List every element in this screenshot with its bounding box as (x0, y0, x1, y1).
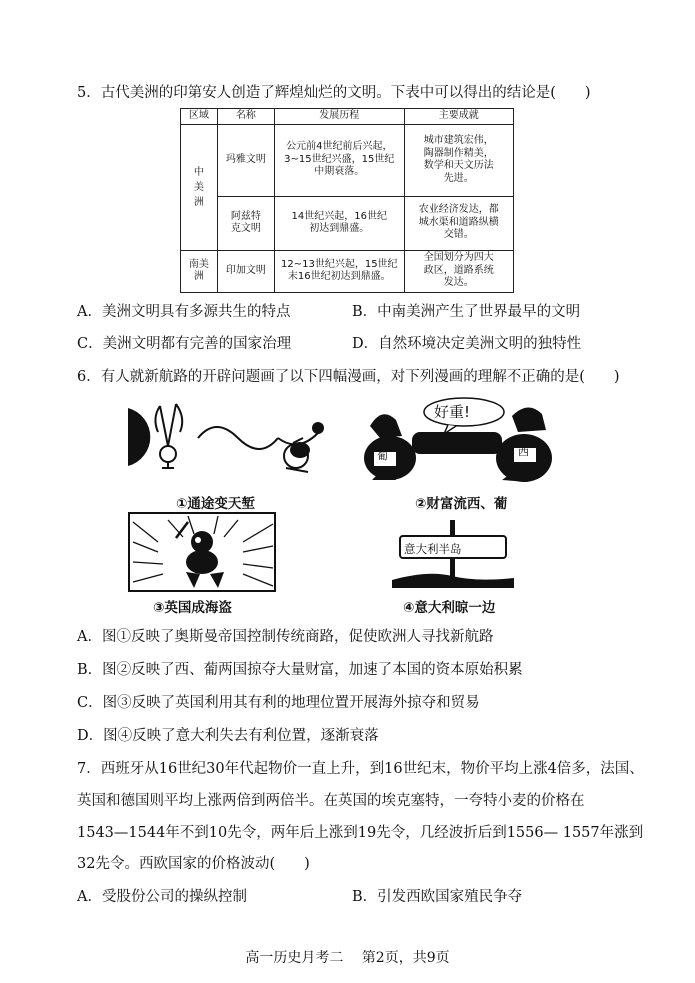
q7-option-a[interactable]: A．受股份公司的操纵控制 (77, 889, 247, 905)
q6-option-b[interactable]: B．图②反映了西、葡两国掠夺大量财富，加速了本国的资本原始积累 (77, 662, 523, 678)
table-cell-achievement: 城市建筑宏伟，陶器制作精美，数学和天文历法先进。 (404, 124, 513, 196)
comic-2-bag-label-right: 西 (518, 445, 529, 458)
table-row (181, 196, 514, 250)
table-row (181, 124, 514, 196)
q6-option-a[interactable]: A．图①反映了奥斯曼帝国控制传统商路，促使欧洲人寻找新航路 (77, 629, 494, 645)
table-cell-history: 公元前4世纪前后兴起，3~15世纪兴盛，15世纪中期衰落。 (275, 124, 405, 196)
comic-4-sign-text: 意大利半岛 (404, 542, 462, 556)
q7-stem-line-3: 1543—1544年不到10先令，两年后上涨到19先令，几经波折后到1556— 1557年涨到 (77, 825, 644, 841)
table-cell-history: 12~13世纪兴起，15世纪末16世纪初达到鼎盛。 (275, 250, 405, 292)
q5-option-a[interactable]: A．美洲文明具有多源共生的特点 (77, 304, 291, 320)
q7-stem-line-2: 英国和德国则平均上涨两倍到两倍半。在英国的埃克塞特，一夸特小麦的价格在 (77, 793, 585, 809)
q5-stem: 5．古代美洲的印第安人创造了辉煌灿烂的文明。下表中可以得出的结论是( ) (77, 85, 591, 101)
q7-option-b[interactable]: B．引发西欧国家殖民争夺 (352, 889, 523, 905)
table-cell-name: 印加文明 (217, 250, 274, 292)
table-row (181, 250, 514, 292)
comic-2-speech-bubble: 好重! (434, 403, 471, 421)
comic-2-caption: ②财富流西、葡 (415, 496, 508, 512)
table-header: 名称 (217, 109, 274, 125)
q7-stem-line-4: 32先令。西欧国家的价格波动( ) (77, 856, 310, 872)
q7-stem-line-1: 7．西班牙从16世纪30年代起物价一直上升，到16世纪末，物价平均上涨4倍多，法国、 (77, 761, 644, 777)
comic-1-caption: ①通途变天堑 (176, 496, 255, 512)
table-cell-name: 阿兹特克文明 (217, 196, 274, 250)
comic-3-caption: ③英国成海盗 (153, 600, 232, 616)
q5-option-b[interactable]: B．中南美洲产生了世界最早的文明 (352, 304, 581, 320)
table-header: 发展历程 (275, 109, 405, 125)
q6-stem: 6．有人就新航路的开辟问题画了以下四幅漫画，对下列漫画的理解不正确的是( ) (77, 369, 620, 385)
q6-option-d[interactable]: D．图④反映了意大利失去有利位置，逐渐衰落 (77, 728, 379, 744)
comic-4-caption: ④意大利晾一边 (403, 600, 496, 616)
comic-1-image (128, 398, 328, 486)
table-cell-region: 南美洲 (181, 250, 218, 292)
table-cell-history: 14世纪兴起，16世纪初达到鼎盛。 (275, 196, 405, 250)
q5-table (180, 108, 514, 293)
q5-option-c[interactable]: C．美洲文明都有完善的国家治理 (77, 336, 292, 352)
q6-option-c[interactable]: C．图③反映了英国利用其有利的地理位置开展海外掠夺和贸易 (77, 695, 480, 711)
table-header: 区域 (181, 109, 218, 125)
table-cell-achievement: 全国划分为四大政区，道路系统发达。 (404, 250, 513, 292)
page-footer: 高一历史月考二 第2页，共9页 (245, 950, 450, 966)
comic-3-image (128, 512, 276, 592)
table-cell-region: 中美洲 (181, 124, 218, 250)
table-cell-achievement: 农业经济发达，都城水渠和道路纵横交错。 (404, 196, 513, 250)
table-header: 主要成就 (404, 109, 513, 125)
table-cell-name: 玛雅文明 (217, 124, 274, 196)
q5-option-d[interactable]: D．自然环境决定美洲文明的独特性 (352, 336, 582, 352)
comic-2-bag-label-left: 葡 (377, 449, 388, 462)
